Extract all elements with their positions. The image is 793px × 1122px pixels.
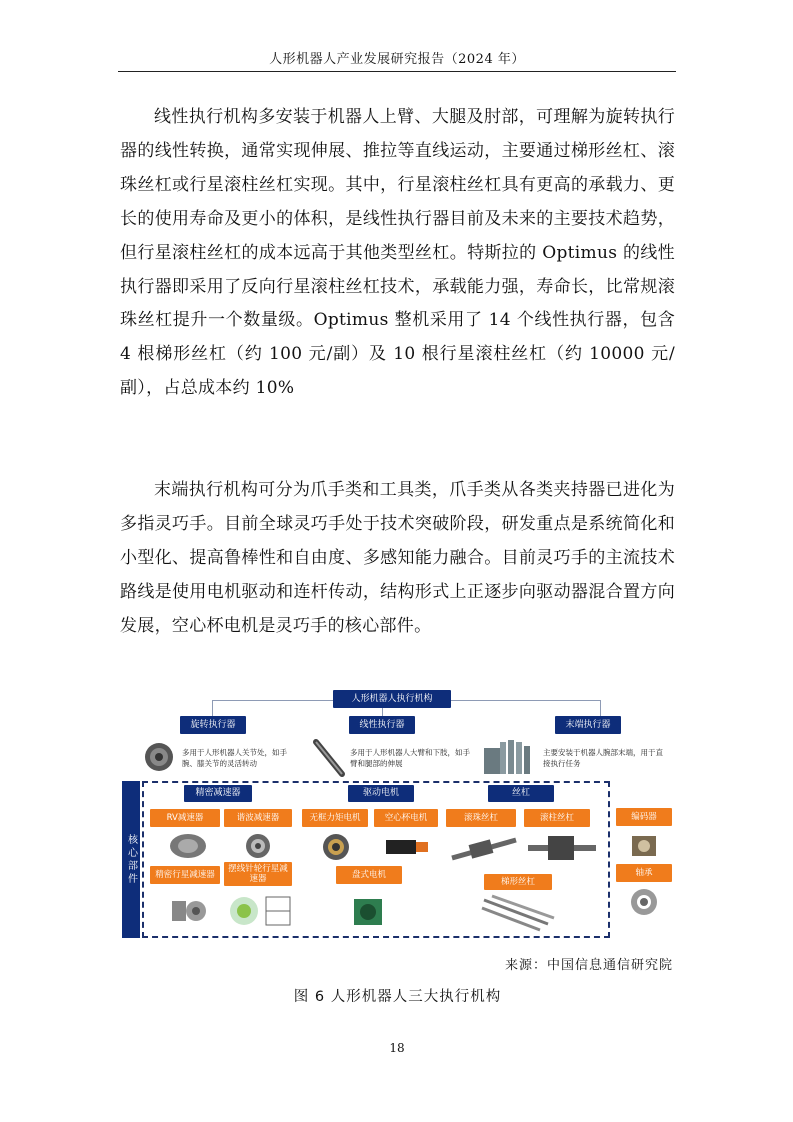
- rotary-actuator-node: 旋转执行器: [180, 716, 246, 734]
- screw-group-label: 丝杠: [488, 785, 554, 802]
- motor-group-label: 驱动电机: [348, 785, 414, 802]
- end-effector-desc: 主要安装于机器人腕部末端，用于直接执行任务: [543, 748, 663, 768]
- robot-hand-image: [482, 738, 538, 778]
- end-effector-node: 末端执行器: [555, 716, 621, 734]
- header-rule: [118, 71, 676, 72]
- disc-motor-image: [348, 891, 388, 931]
- figure-caption: 图 6 人形机器人三大执行机构: [293, 989, 502, 1005]
- coreless-motor-image: [382, 834, 432, 860]
- frameless-motor-image: [316, 832, 356, 862]
- trapezoidal-screw-image: [478, 892, 558, 932]
- roller-screw-label: 滚柱丝杠: [524, 809, 590, 827]
- rotary-actuator-desc: 多用于人形机器人关节处，如手腕、膝关节的灵活转动: [182, 748, 287, 768]
- core-components-label: 核心部件: [122, 781, 140, 938]
- rv-reducer-label: RV减速器: [150, 809, 220, 827]
- rv-reducer-image: [168, 832, 208, 860]
- linear-actuator-node: 线性执行器: [349, 716, 415, 734]
- bearing-label: 轴承: [616, 864, 672, 882]
- ball-screw-label: 滚珠丝杠: [446, 809, 516, 827]
- disc-motor-label: 盘式电机: [336, 866, 402, 884]
- cycloidal-reducer-label: 摆线针轮行星减速器: [224, 862, 292, 886]
- reducer-group-label: 精密减速器: [184, 785, 252, 802]
- rotary-actuator-image: [142, 741, 176, 773]
- encoder-image: [628, 830, 660, 860]
- paragraph-end-effector: 末端执行机构可分为爪手类和工具类，爪手类从各类夹持器已进化为多指灵巧手。目前全球灵巧手处于技术突破阶段，研发重点是系统简化和小型化、提高鲁棒性和自由度、多感知能力融合。目前灵巧手的主流技术路线是使用电机驱动和连杆传动，结构形式上正逐步向驱动器混合置方向发展，空心杯电机是灵巧手的核心部件。: [120, 480, 675, 636]
- roller-screw-image: [526, 830, 598, 866]
- planetary-reducer-label: 精密行星减速器: [150, 866, 220, 884]
- planetary-reducer-image: [166, 891, 216, 931]
- connector-line: [212, 700, 213, 716]
- running-header: 人形机器人产业发展研究报告（2024 年）: [269, 52, 525, 67]
- encoder-label: 编码器: [616, 808, 672, 826]
- coreless-motor-label: 空心杯电机: [374, 809, 438, 827]
- page-number: 18: [389, 1041, 405, 1055]
- figure-source: 来源：中国信息通信研究院: [504, 958, 673, 973]
- actuator-diagram: [120, 686, 675, 942]
- bearing-image: [628, 886, 660, 918]
- ball-screw-image: [450, 832, 520, 866]
- linear-actuator-desc: 多用于人形机器人大臂和下肢，如手臂和腿部的伸展: [350, 748, 470, 768]
- trapezoidal-screw-label: 梯形丝杠: [484, 874, 552, 890]
- harmonic-reducer-image: [238, 832, 278, 860]
- linear-actuator-image: [312, 738, 346, 778]
- cycloidal-reducer-image: [226, 891, 296, 931]
- paragraph-linear-actuator: 线性执行机构多安装于机器人上臂、大腿及肘部，可理解为旋转执行器的线性转换，通常实现伸展、推拉等直线运动，主要通过梯形丝杠、滚珠丝杠或行星滚柱丝杠实现。其中，行星滚柱丝杠具有更高的承载力、更长的使用寿命及更小的体积，是线性执行器目前及未来的主要技术趋势，但行星滚柱丝杠的成本远高于其他类型丝杠。特斯拉的 Optimus 的线性执行器即采用了反向行星滚柱丝杠技术，承载能力强，寿命长，比常规滚珠丝杠提升一个数量级。Optimus 整机采用了 14 个线性执行器，包含 4 根梯形丝杠（约 100 元/副）及 10 根行星滚柱丝杠（约 10000 元/副），占总成本约 10%: [120, 107, 675, 399]
- harmonic-reducer-label: 谐波减速器: [224, 809, 292, 827]
- frameless-motor-label: 无框力矩电机: [302, 809, 368, 827]
- connector-line: [600, 700, 601, 716]
- root-node: 人形机器人执行机构: [333, 690, 451, 708]
